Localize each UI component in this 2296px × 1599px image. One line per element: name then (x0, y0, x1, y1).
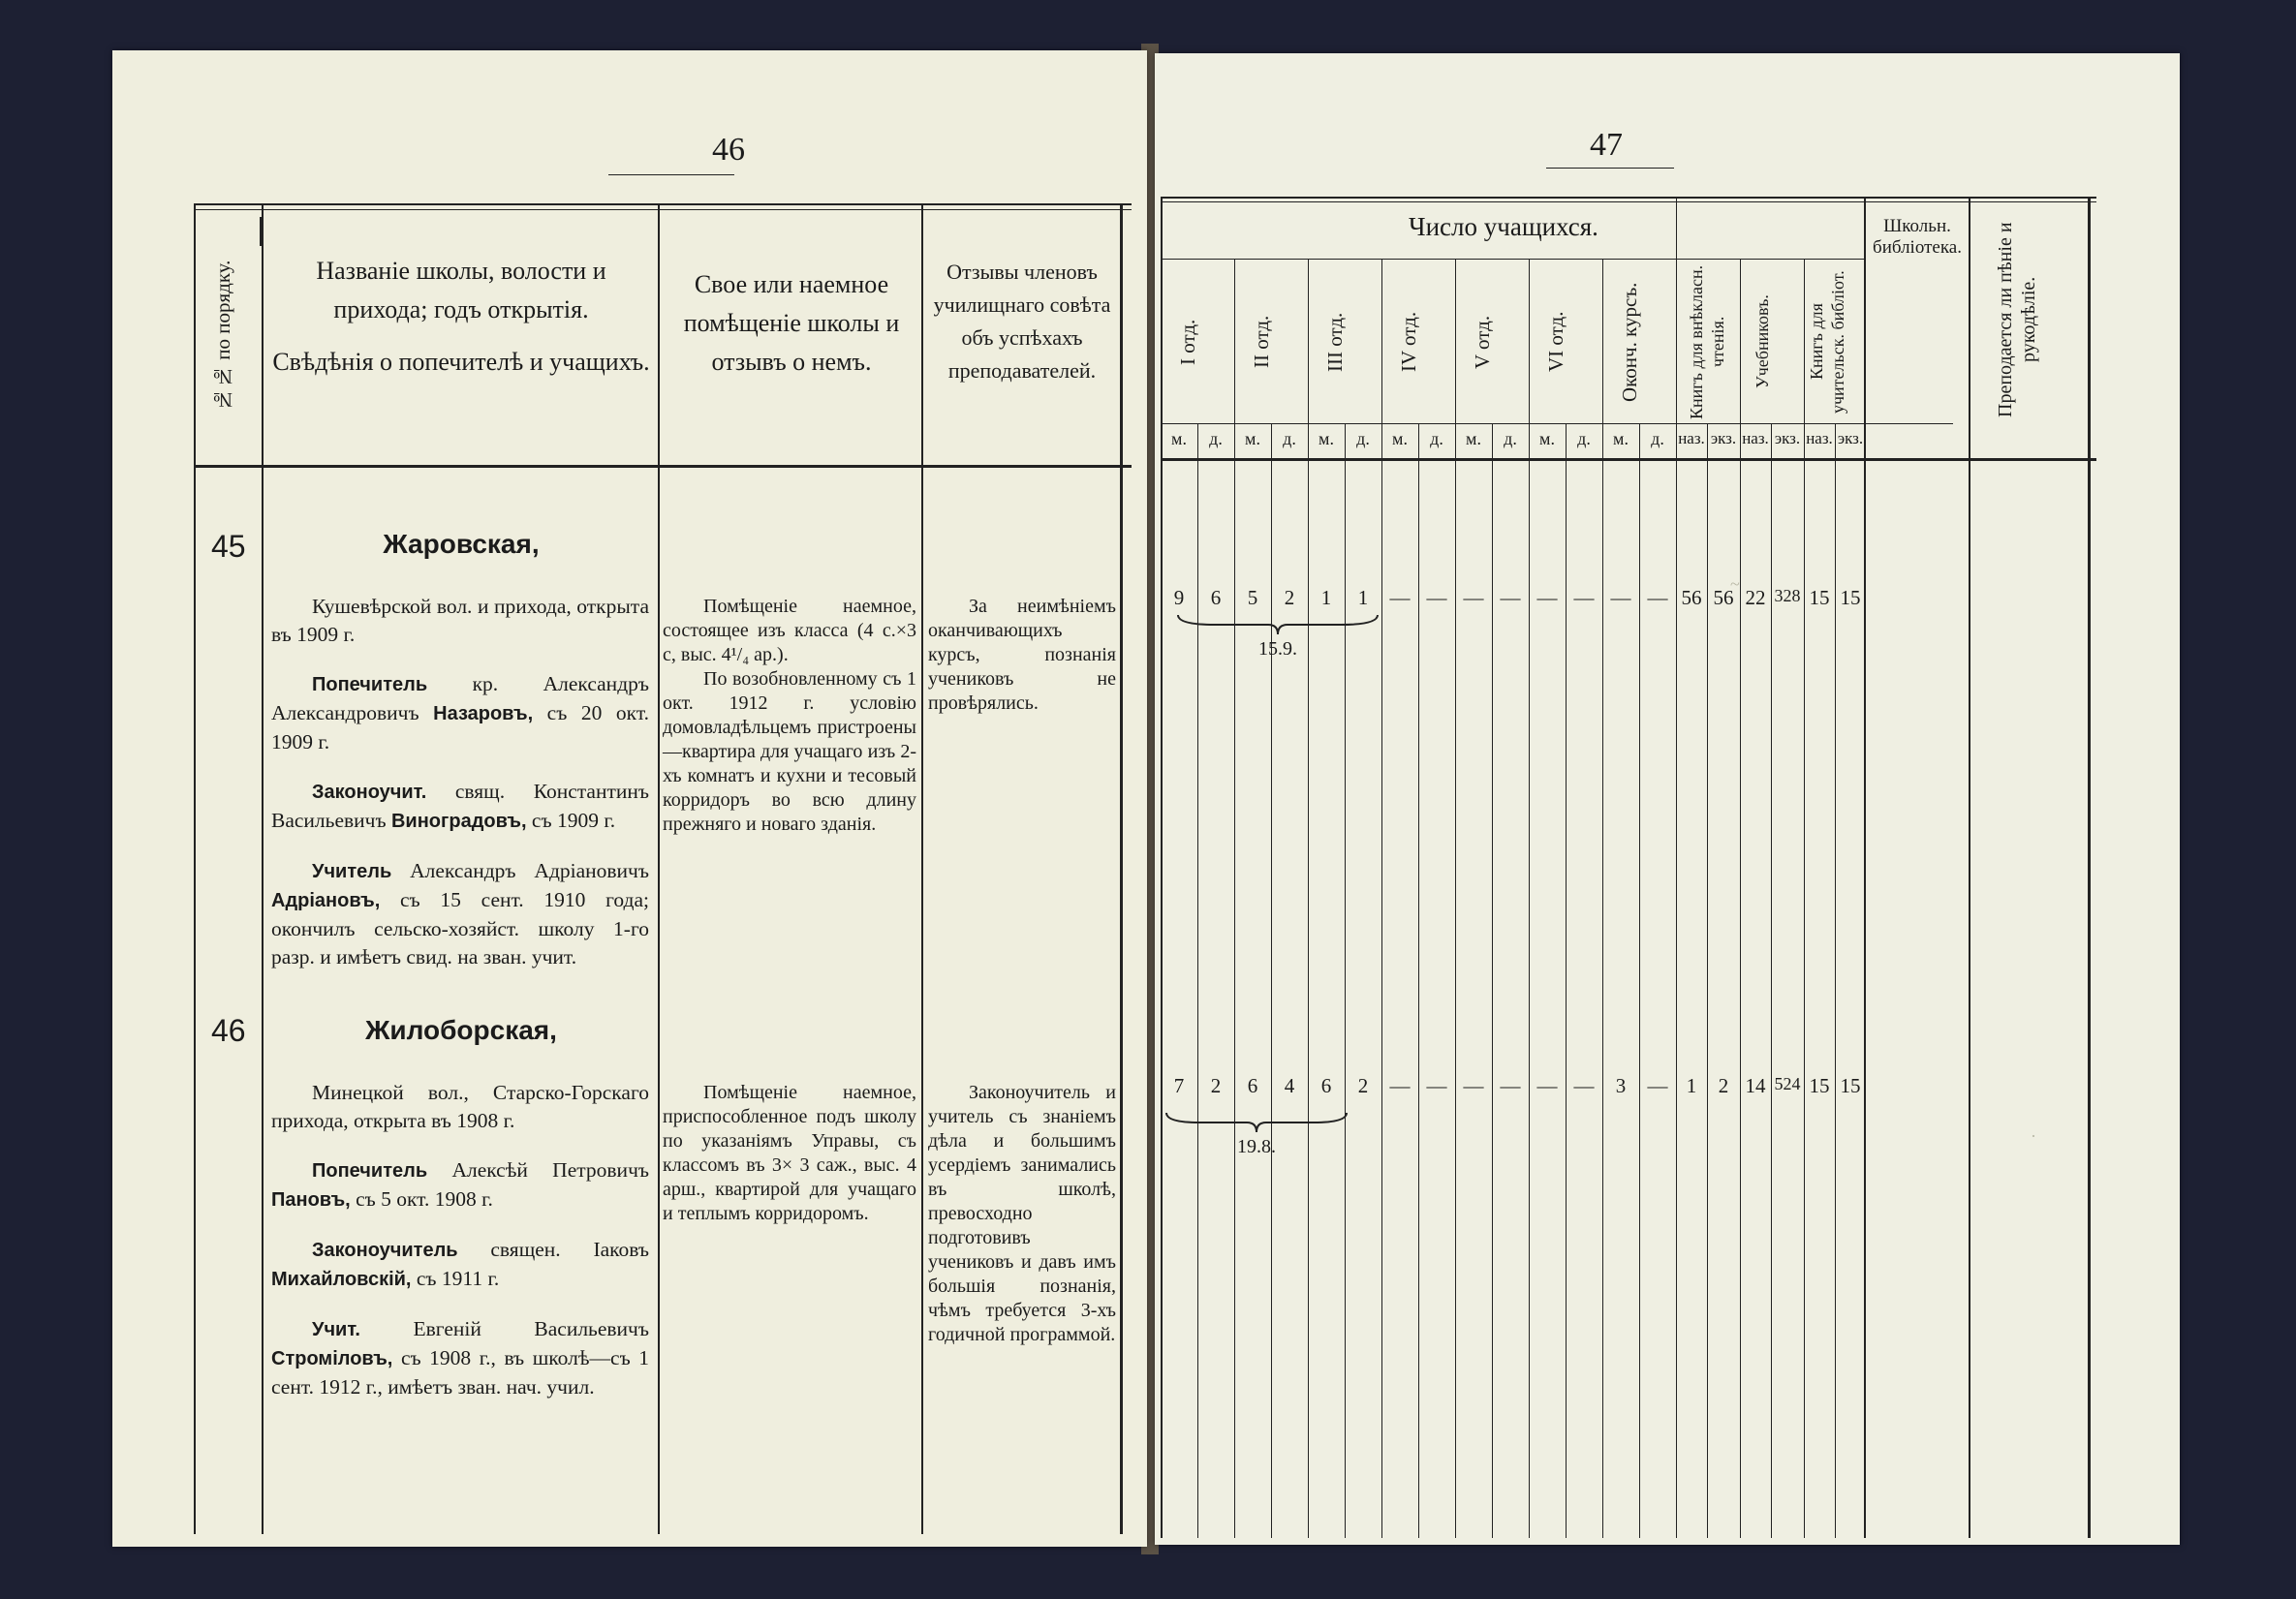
header-bottom-rule (194, 465, 1132, 468)
header-grade-3: III отд. (1323, 312, 1347, 372)
header-grade-finished: Оконч. курсъ. (1618, 282, 1641, 402)
teacher-label: Учит. (312, 1319, 360, 1340)
column-divider (1804, 259, 1805, 1538)
col-line-5 (1120, 205, 1123, 1534)
bleed-through-mark: ~ (1730, 574, 1740, 594)
trustee-since: съ 5 окт. 1908 г. (356, 1187, 493, 1211)
parish-text: Минецкой вол., Старско-Горскаго прихода, открыта въ 1908 г. (271, 1081, 649, 1132)
premises-p2: По возобновленному съ 1 окт. 1912 г. условію домовладѣльцемъ пристроены—квартира для учащаго изъ 2-хъ комнатъ и кухни и тесовый корридоръ во всю длину прежняго и новаго зданія. (663, 668, 916, 835)
total-row-2: 19.8. (1237, 1136, 1276, 1157)
entry-details (271, 593, 649, 993)
column-divider (1234, 259, 1235, 1538)
premises-text (663, 1081, 916, 1226)
data-cell: — (1500, 1074, 1521, 1097)
review-text (928, 1081, 1116, 1347)
header-premises: Свое или наемное помѣщеніе школы и отзывъ о немъ. (683, 270, 900, 376)
law-teacher-surname: Виноградовъ, (390, 811, 527, 832)
right-page (1155, 53, 2180, 1545)
data-cell: — (1463, 1074, 1484, 1097)
review-p: За неимѣніемъ оканчивающихъ курсъ, познанія учениковъ не провѣрялись. (928, 596, 1116, 714)
parish-text: Кушевѣрской вол. и прихода, открыта въ 1909 г. (271, 595, 649, 646)
label-female: д. (1356, 429, 1370, 448)
page-number-rule (1546, 168, 1674, 169)
label-female: д. (1651, 429, 1664, 448)
entry-number: 45 (211, 529, 246, 564)
label-male: м. (1171, 429, 1187, 448)
total-row-1: 15.9. (1258, 638, 1297, 660)
law-teacher-name: свящ. Константинъ Васильевичъ (271, 780, 649, 832)
data-cell: 2 (1210, 1074, 1222, 1097)
left-page (112, 50, 1147, 1547)
grades-rule (1161, 259, 1864, 260)
data-cell: — (1610, 586, 1631, 609)
label-female: д. (1577, 429, 1591, 448)
data-cell: 1 (1357, 586, 1369, 609)
data-cell: — (1647, 1074, 1668, 1097)
header-students: Число учащихся. (1409, 212, 1598, 241)
header-textbooks: Учебниковъ. (1753, 294, 1772, 389)
data-cell: 9 (1173, 586, 1185, 609)
col-line-1 (194, 205, 196, 1534)
header-library: Школьн. библіотека. (1873, 216, 1962, 258)
label-female: д. (1504, 429, 1517, 448)
teacher-surname: Строміловъ, (271, 1348, 393, 1369)
data-cell: 56 (1713, 586, 1734, 609)
col-line-library (1864, 197, 1866, 1538)
data-cell: — (1389, 586, 1411, 609)
data-cell: 6 (1320, 1074, 1332, 1097)
table-top-rule (194, 203, 1132, 205)
teacher-info: съ 15 сент. 1910 года; окончилъ сельско-хозяйст. школу 1-го разр. и имѣетъ свид. на зван. учит. (271, 888, 650, 969)
law-teacher-label: Законоучит. (312, 782, 427, 803)
col-line-2-mark (260, 217, 264, 246)
label-male: м. (1466, 429, 1481, 448)
entry-details (271, 1079, 649, 1423)
data-cell: 3 (1615, 1074, 1627, 1097)
column-divider (1602, 259, 1603, 1538)
premises-p1: Помѣщеніе наемное, приспособленное подъ школу по указаніямъ Управы, съ классомъ въ 3× 3 саж., выс. 4 арш., квартирой для учащаго и теплымъ корридоромъ. (663, 1082, 916, 1224)
data-cell: 6 (1210, 586, 1222, 609)
law-teacher-since: съ 1911 г. (416, 1267, 500, 1290)
premises-text (663, 595, 916, 837)
law-teacher-name: священ. Іаковъ (490, 1238, 649, 1261)
column-divider (1529, 259, 1530, 1538)
col-line-start (1161, 197, 1163, 1538)
column-divider (1740, 259, 1741, 1538)
header-number: №№ по порядку. (211, 260, 234, 413)
page-number-right: 47 (1590, 127, 1623, 163)
data-cell: 1 (1320, 586, 1332, 609)
table-top-rule-2 (194, 209, 1132, 210)
col-line-2 (262, 205, 264, 1534)
label-female: д. (1430, 429, 1443, 448)
teacher-name: Евгеній Васильевичъ (413, 1317, 649, 1340)
law-teacher-surname: Михайловскій, (271, 1269, 412, 1290)
label-male: м. (1539, 429, 1555, 448)
law-teacher-since: съ 1909 г. (531, 809, 616, 832)
trustee-label: Попечитель (312, 674, 428, 695)
law-teacher-label: Законоучитель (312, 1240, 458, 1261)
column-divider (1455, 259, 1456, 1538)
data-cell: 5 (1247, 586, 1258, 609)
data-cell: — (1463, 586, 1484, 609)
label-female: д. (1283, 429, 1296, 448)
entry-number: 46 (211, 1013, 246, 1048)
label-male: м. (1245, 429, 1260, 448)
data-cell: — (1536, 586, 1558, 609)
label-copies: экз. (1710, 429, 1737, 447)
data-cell: 2 (1718, 1074, 1729, 1097)
data-cell: 56 (1681, 586, 1702, 609)
column-divider (1676, 197, 1677, 1538)
header-handicraft: Преподается ли пѣніе и рукодѣліе. (1995, 222, 2039, 417)
label-female: д. (1209, 429, 1223, 448)
trustee-name: Алексѣй Петровичъ (451, 1158, 649, 1182)
col-line-handicraft (1969, 197, 1970, 1538)
data-cell: — (1573, 1074, 1595, 1097)
data-cell: — (1573, 586, 1595, 609)
header-grade-2: II отд. (1250, 315, 1273, 369)
label-titles: наз. (1806, 429, 1833, 447)
review-p: Законоучитель и учитель съ знаніемъ дѣла и большимъ усердіемъ занимались въ школѣ, превосходно подготовивъ учениковъ и давъ имъ большія познанія, чѣмъ требуется 3-хъ годичной программой. (928, 1082, 1116, 1345)
header-grade-6: VI отд. (1544, 311, 1567, 373)
col-line-3 (658, 205, 660, 1534)
teacher-info: съ 1908 г., въ школѣ—съ 1 сент. 1912 г., имѣетъ зван. нач. учил. (271, 1346, 650, 1399)
data-cell: — (1536, 1074, 1558, 1097)
data-cell: 1 (1686, 1074, 1697, 1097)
data-cell: 2 (1357, 1074, 1369, 1097)
trustee-surname: Пановъ, (271, 1189, 351, 1211)
column-divider (1308, 259, 1309, 1538)
data-cell: — (1389, 1074, 1411, 1097)
trustee-name: кр. Александръ Александровичъ (271, 672, 649, 724)
col-line-end (2088, 197, 2091, 1538)
data-cell: 7 (1173, 1074, 1185, 1097)
header-name-2: Свѣдѣнія о попечителѣ и учащихъ. (272, 348, 650, 376)
header-grade-4: IV отд. (1397, 311, 1420, 373)
data-cell: — (1426, 1074, 1447, 1097)
school-name: Жаровская, (383, 529, 540, 559)
header-name-1: Названіе школы, волости и прихода; годъ открытія. (316, 257, 606, 323)
data-cell: 4 (1284, 1074, 1295, 1097)
teacher-surname: Адріановъ, (271, 890, 381, 911)
label-male: м. (1613, 429, 1629, 448)
data-cell: 22 (1745, 586, 1766, 609)
label-male: м. (1392, 429, 1408, 448)
table-top-rule (1161, 197, 2096, 199)
review-text (928, 595, 1116, 716)
data-cell: 15 (1840, 1074, 1861, 1097)
bleed-through-mark: · (2031, 1126, 2036, 1146)
data-cell: 14 (1745, 1074, 1766, 1097)
data-cell: 15 (1809, 586, 1830, 609)
data-cell: 15 (1809, 1074, 1830, 1097)
col-line-4 (921, 205, 923, 1534)
header-books-reading: Книгъ для внѣкласн. чтенія. (1687, 264, 1727, 419)
data-cell: 15 (1840, 586, 1861, 609)
teacher-name: Александръ Адріановичъ (410, 859, 649, 882)
school-name: Жилоборская, (365, 1015, 557, 1045)
trustee-label: Попечитель (312, 1160, 428, 1182)
header-grade-5: V отд. (1471, 315, 1494, 369)
label-titles: наз. (1678, 429, 1705, 447)
data-cell: 2 (1284, 586, 1295, 609)
data-cell: — (1500, 586, 1521, 609)
page-number-left: 46 (712, 132, 745, 168)
label-copies: экз. (1837, 429, 1864, 447)
label-titles: наз. (1742, 429, 1769, 447)
trustee-since: съ 20 окт. 1909 г. (271, 701, 649, 753)
data-cell: 524 (1774, 1074, 1801, 1093)
header-grade-1: I отд. (1176, 319, 1199, 365)
header-teacher-books: Книгъ для учительск. библіот. (1807, 270, 1847, 414)
data-cell: — (1647, 586, 1668, 609)
data-cell: 6 (1247, 1074, 1258, 1097)
data-cell: 328 (1774, 586, 1801, 605)
label-copies: экз. (1774, 429, 1801, 447)
page-number-rule (608, 174, 734, 175)
label-male: м. (1319, 429, 1334, 448)
teacher-label: Учитель (312, 861, 392, 882)
table-top-rule-2 (1161, 201, 2096, 202)
column-divider (1381, 259, 1382, 1538)
data-cell: — (1426, 586, 1447, 609)
header-reviews: Отзывы членовъ училищнаго совѣта объ успѣхахъ преподавателей. (933, 260, 1111, 383)
trustee-surname: Назаровъ, (433, 703, 534, 724)
header-bottom-rule (1161, 458, 2096, 461)
premises-p1: Помѣщеніе наемное, состоящее изъ класса (4 с.×3 с, выс. 4¹/₄ ар.). (663, 596, 916, 665)
